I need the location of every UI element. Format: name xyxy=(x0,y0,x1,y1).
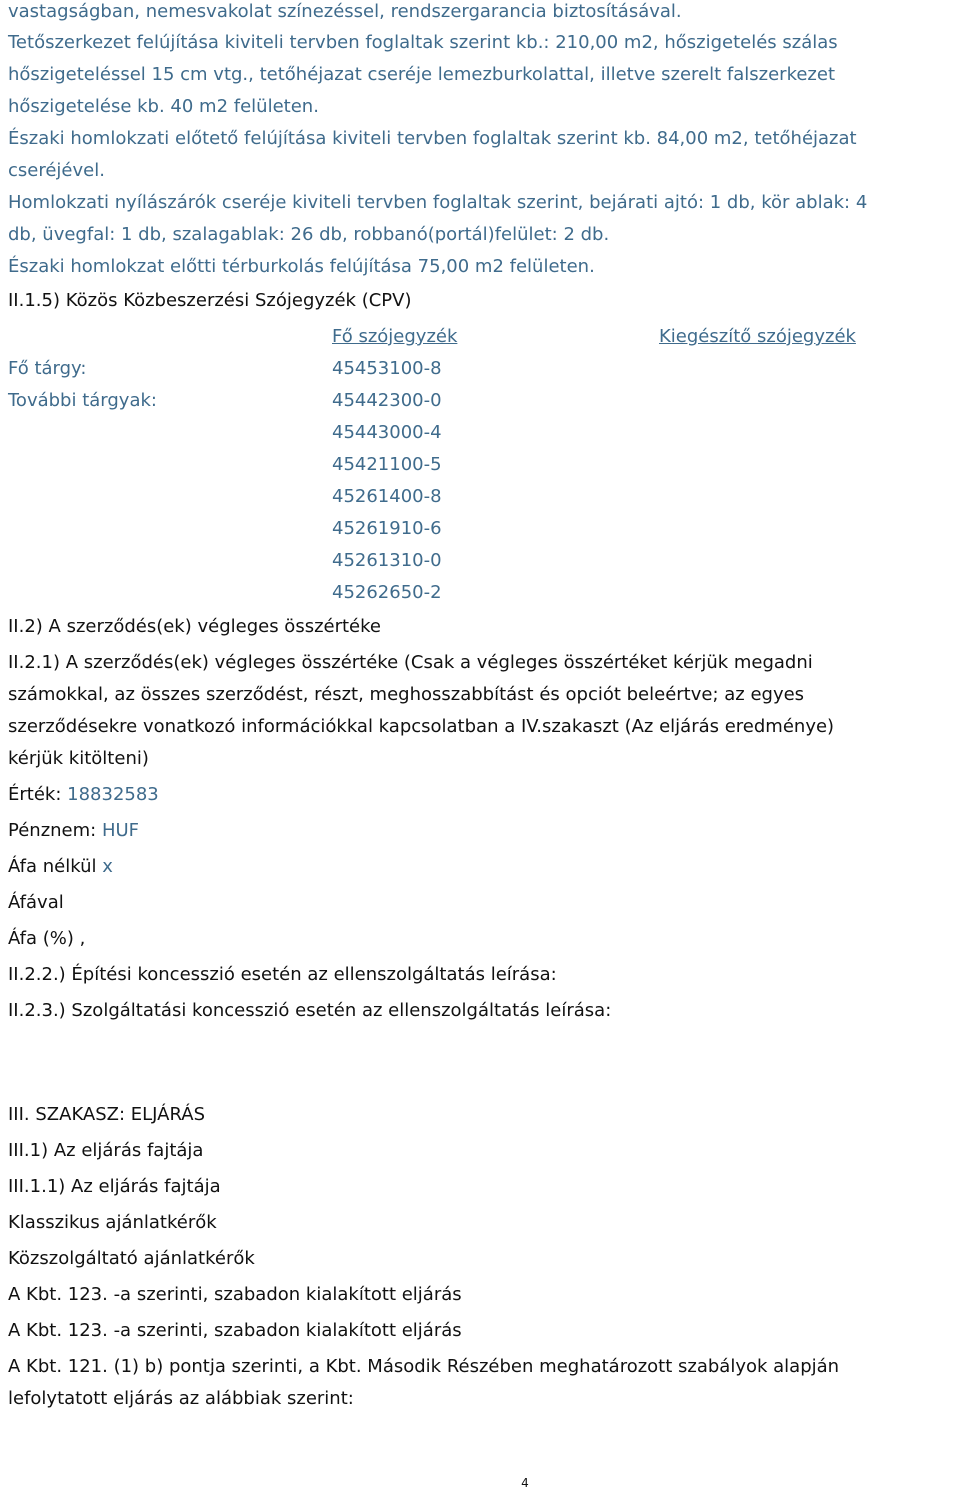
cpv-heading: II.1.5) Közös Közbeszerzési Szójegyzék (CPV) xyxy=(8,290,412,311)
classic-contracting-label: Klasszikus ajánlatkérők xyxy=(8,1212,217,1233)
cpv-code: 45261400-8 xyxy=(332,486,442,507)
vat-excluded-label: Áfa nélkül xyxy=(8,856,97,877)
value-paragraph-line: számokkal, az összes szerződést, részt, meghosszabbítást és opciót beleértve; az egyes xyxy=(8,684,805,705)
currency-label: Pénznem: xyxy=(8,820,97,841)
value-paragraph-line: szerződésekre vonatkozó információkkal kapcsolatban a IV.szakaszt (Az eljárás eredménye) xyxy=(8,716,835,737)
total-value: 18832583 xyxy=(67,784,159,805)
intro-line: db, üvegfal: 1 db, szalagablak: 26 db, robbanó(portál)felület: 2 db. xyxy=(8,224,610,245)
utility-contracting-label: Közszolgáltató ajánlatkérők xyxy=(8,1248,255,1269)
vat-excluded-mark: x xyxy=(102,856,113,877)
cpv-main-vocab-header: Fő szójegyzék xyxy=(332,326,458,347)
cpv-extra-subjects-label: További tárgyak: xyxy=(8,390,157,411)
cpv-main-subject-code: 45453100-8 xyxy=(332,358,442,379)
vat-excluded-row xyxy=(8,855,113,879)
intro-line: cseréjével. xyxy=(8,160,105,181)
value-heading: II.2) A szerződés(ek) végleges összértéke xyxy=(8,616,381,637)
cpv-code: 45261910-6 xyxy=(332,518,442,539)
vat-percent-label: Áfa (%) , xyxy=(8,928,86,949)
cpv-code: 45421100-5 xyxy=(332,454,442,475)
page-number: 4 xyxy=(521,1476,529,1490)
value-paragraph-line: kérjük kitölteni) xyxy=(8,748,149,769)
kbt121-line: lefolytatott eljárás az alábbiak szerint: xyxy=(8,1388,354,1409)
cpv-extra-vocab-header: Kiegészítő szójegyzék xyxy=(659,326,856,347)
intro-line: Északi homlokzati előtető felújítása kiviteli tervben foglaltak szerint kb. 84,00 m2, tetőhéjazat xyxy=(8,128,857,149)
intro-line: hőszigetelése kb. 40 m2 felületen. xyxy=(8,96,319,117)
cpv-code: 45261310-0 xyxy=(332,550,442,571)
vat-included-label: Áfával xyxy=(8,892,64,913)
value-paragraph-line: II.2.1) A szerződés(ek) végleges összértéke (Csak a végleges összértéket kérjük megadni xyxy=(8,652,813,673)
cpv-code: 45262650-2 xyxy=(332,582,442,603)
total-value-row xyxy=(8,783,159,807)
intro-line: Tetőszerkezet felújítása kiviteli tervben foglaltak szerint kb.: 210,00 m2, hőszigetelés szálas xyxy=(8,32,838,53)
cpv-main-subject-label: Fő tárgy: xyxy=(8,358,87,379)
service-concession-heading: II.2.3.) Szolgáltatási koncesszió esetén az ellenszolgáltatás leírása: xyxy=(8,1000,612,1021)
cpv-code: 45443000-4 xyxy=(332,422,442,443)
intro-line: Homlokzati nyílászárók cseréje kiviteli tervben foglaltak szerint, bejárati ajtó: 1 db, kör ablak: 4 xyxy=(8,192,868,213)
procedure-type-heading: III.1) Az eljárás fajtája xyxy=(8,1140,204,1161)
intro-line: Északi homlokzat előtti térburkolás felújítása 75,00 m2 felületen. xyxy=(8,256,595,277)
kbt121-line: A Kbt. 121. (1) b) pontja szerinti, a Kbt. Második Részében meghatározott szabályok alapján xyxy=(8,1356,840,1377)
section3-heading: III. SZAKASZ: ELJÁRÁS xyxy=(8,1104,206,1125)
work-concession-heading: II.2.2.) Építési koncesszió esetén az ellenszolgáltatás leírása: xyxy=(8,964,557,985)
cpv-code: 45442300-0 xyxy=(332,390,442,411)
currency-row xyxy=(8,819,139,843)
currency-value: HUF xyxy=(101,820,140,841)
intro-line: hőszigeteléssel 15 cm vtg., tetőhéjazat cseréje lemezburkolattal, illetve szerelt falszerkezet xyxy=(8,64,836,85)
kbt123-option: A Kbt. 123. -a szerinti, szabadon kialakított eljárás xyxy=(8,1284,462,1305)
intro-line: vastagságban, nemesvakolat színezéssel, rendszergarancia biztosításával. xyxy=(8,1,682,22)
kbt123-option: A Kbt. 123. -a szerinti, szabadon kialakított eljárás xyxy=(8,1320,462,1341)
total-value-label: Érték: xyxy=(8,784,62,805)
procedure-type-subheading: III.1.1) Az eljárás fajtája xyxy=(8,1176,221,1197)
